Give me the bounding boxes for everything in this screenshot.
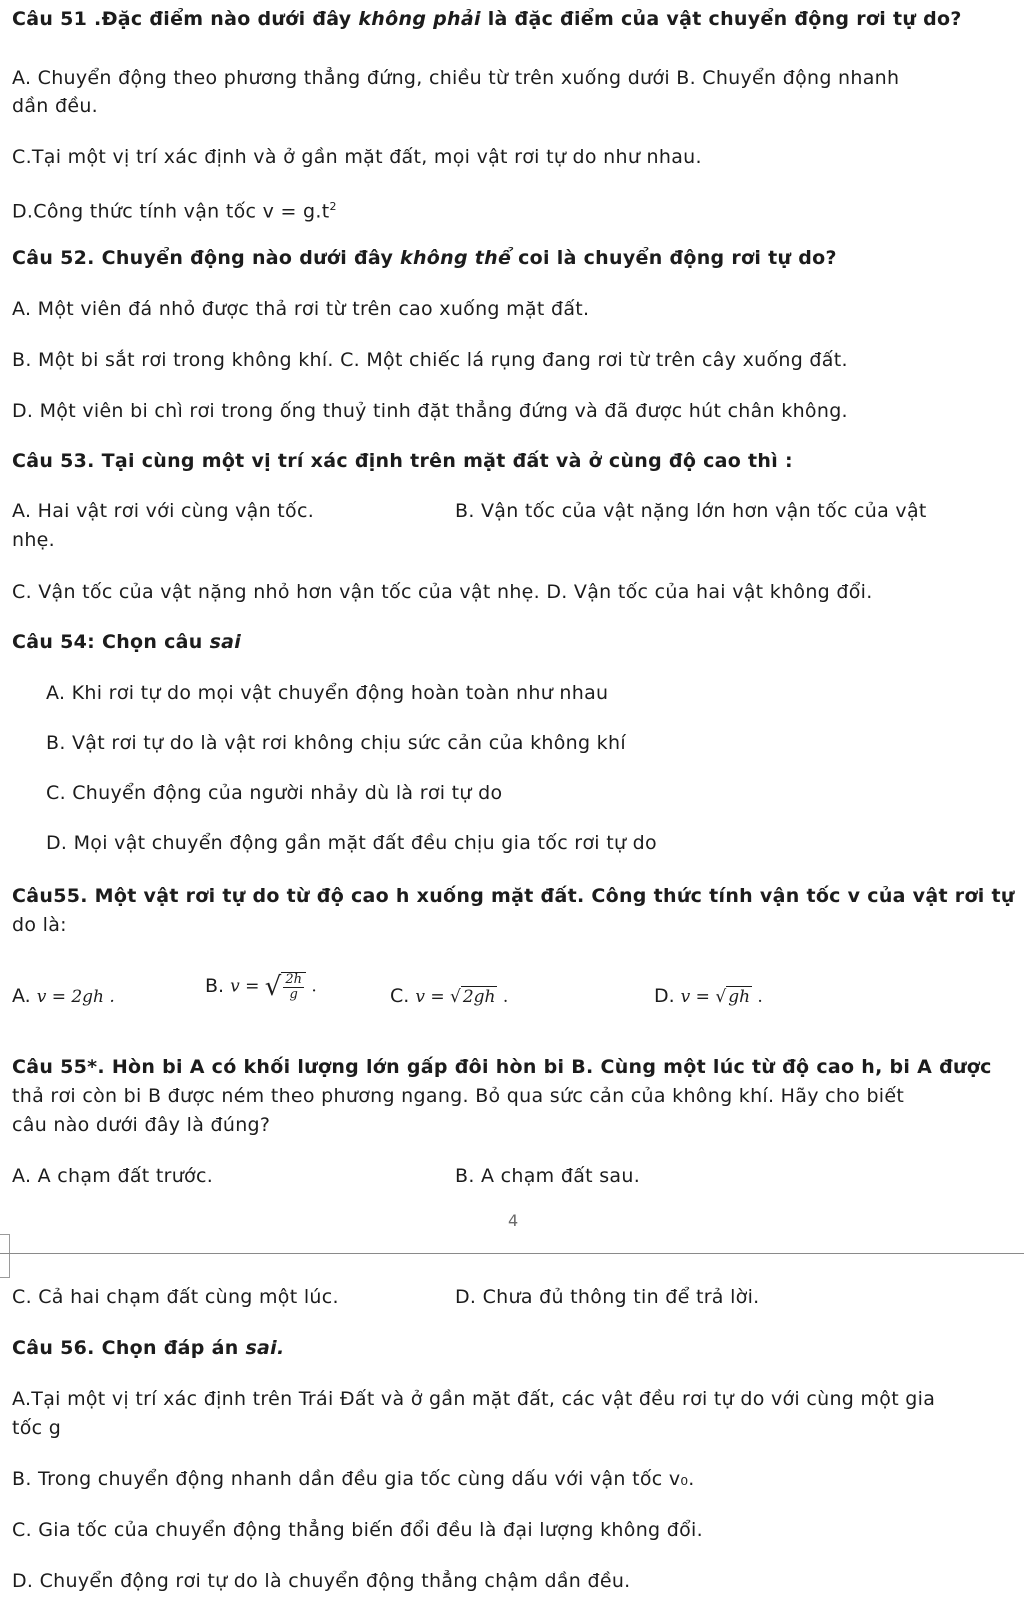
q55s-title: Câu 55*. Hòn bi A có khối lượng lớn gấp đôi hòn bi B. Cùng một lúc từ độ cao h, bi A được [12, 1056, 992, 1078]
q55-option-d-label: D. [654, 985, 675, 1007]
q52-option-d: D. Một viên bi chì rơi trong ống thuỷ tinh đặt thẳng đứng và đã được hút chân không. [12, 400, 848, 422]
q51-option-c: C.Tại một vị trí xác định và ở gần mặt đất, mọi vật rơi tự do như nhau. [12, 146, 702, 168]
q55-option-b-radical: √ [264, 972, 282, 1002]
q56-option-a: A.Tại một vị trí xác định trên Trái Đất và ở gần mặt đất, các vật đều rơi tự do với cùng một gia [12, 1388, 936, 1410]
q56-option-d: D. Chuyển động rơi tự do là chuyển động thẳng chậm dần đều. [12, 1570, 631, 1592]
q54-option-a: A. Khi rơi tự do mọi vật chuyển động hoàn toàn như nhau [46, 682, 609, 704]
page-divider [0, 1253, 1024, 1254]
q52-option-a: A. Một viên đá nhỏ được thả rơi từ trên cao xuống mặt đất. [12, 298, 590, 320]
q55-option-c-label: C. [390, 985, 410, 1007]
q55-option-a-label: A. [12, 985, 31, 1007]
q55-option-d: D. v = √ gh . [654, 985, 763, 1007]
q55-option-b: B. v = √ $\frac{2h}{g}$ . [205, 972, 317, 1002]
q56-option-a-cont: tốc g [12, 1417, 62, 1439]
q51-title: Câu 51 .Đặc điểm nào dưới đây không phải là đặc điểm của vật chuyển động rơi tự do? [12, 8, 962, 30]
q51-option-a: A. Chuyển động theo phương thẳng đứng, chiều từ trên xuống dưới B. Chuyển động nhanh [12, 67, 900, 89]
q54-option-d: D. Mọi vật chuyển động gần mặt đất đều chịu gia tốc rơi tự do [46, 832, 657, 854]
q55-option-c-root: 2gh [462, 987, 496, 1007]
q53-title: Câu 53. Tại cùng một vị trí xác định trên mặt đất và ở cùng độ cao thì : [12, 450, 793, 472]
q52-option-bc: B. Một bi sắt rơi trong không khí. C. Một chiếc lá rụng đang rơi từ trên cây xuống đất. [12, 349, 848, 371]
q51-option-d: D.Công thức tính vận tốc $v = g.t^2$ [12, 200, 337, 223]
q55s-line3: câu nào dưới đây là đúng? [12, 1114, 271, 1136]
page-edge-marker [0, 1234, 10, 1278]
q56-option-c: C. Gia tốc của chuyển động thẳng biến đổi đều là đại lượng không đổi. [12, 1519, 703, 1541]
q54-option-b: B. Vật rơi tự do là vật rơi không chịu sức cản của không khí [46, 732, 626, 754]
q55-option-b-label: B. [205, 974, 225, 997]
page-number: 4 [508, 1211, 519, 1230]
q56-option-b: B. Trong chuyển động nhanh dần đều gia tốc cùng dấu với vận tốc v₀. [12, 1468, 695, 1490]
q53-option-b: B. Vận tốc của vật nặng lớn hơn vận tốc của vật [455, 500, 927, 522]
q52-title: Câu 52. Chuyển động nào dưới đây không thể coi là chuyển động rơi tự do? [12, 247, 837, 269]
q55-option-c: C. v = √ 2gh . [390, 985, 509, 1007]
q55-title-cont: do là: [12, 914, 67, 936]
q55s-option-a: A. A chạm đất trước. [12, 1165, 214, 1187]
q53-option-a: A. Hai vật rơi với cùng vận tốc. [12, 500, 315, 522]
q55-option-b-prefix: v = [230, 976, 260, 997]
q51-option-a-cont: dần đều. [12, 95, 99, 117]
q55-option-a [12, 985, 115, 1007]
q55-option-d-prefix: v = [680, 987, 710, 1007]
q55s-option-c: C. Cả hai chạm đất cùng một lúc. [12, 1286, 339, 1308]
q56-title: Câu 56. Chọn đáp án sai. [12, 1337, 285, 1359]
q55-title: Câu55. Một vật rơi tự do từ độ cao h xuống mặt đất. Công thức tính vận tốc v của vật rơi tự [12, 885, 1015, 907]
q55s-line2: thả rơi còn bi B được ném theo phương ngang. Bỏ qua sức cản của không khí. Hãy cho biết [12, 1085, 905, 1107]
q55-option-d-root: gh [728, 987, 751, 1007]
q55-option-b-fraction: $\frac{2h}{g}$ [281, 972, 306, 1002]
q55s-option-d: D. Chưa đủ thông tin để trả lời. [455, 1286, 760, 1308]
q55s-option-b: B. A chạm đất sau. [455, 1165, 641, 1187]
q54-title: Câu 54: Chọn câu sai [12, 631, 242, 653]
q54-option-c: C. Chuyển động của người nhảy dù là rơi tự do [46, 782, 503, 804]
q55-option-c-prefix: v = [415, 987, 445, 1007]
q53-option-cd: C. Vận tốc của vật nặng nhỏ hơn vận tốc của vật nhẹ. D. Vận tốc của hai vật không đổi. [12, 581, 873, 603]
q53-option-b-cont: nhẹ. [12, 529, 56, 551]
q55-option-a-formula: v = 2gh . [36, 987, 115, 1007]
